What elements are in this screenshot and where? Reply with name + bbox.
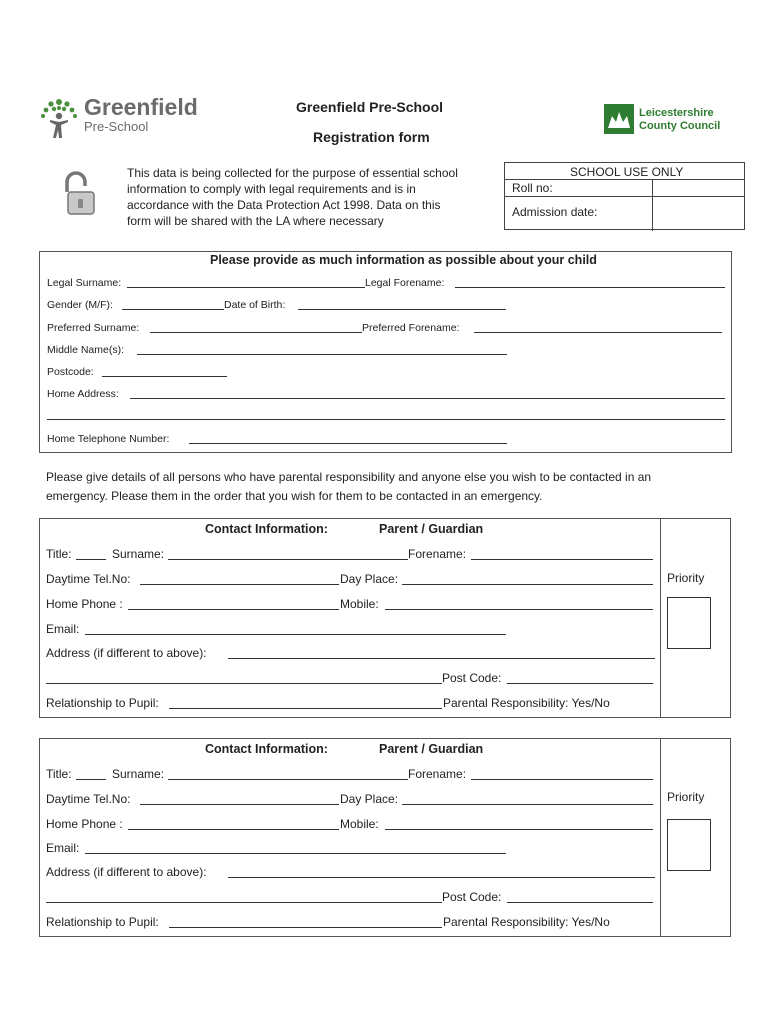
child-section-heading: Please provide as much information as possible about your child: [210, 253, 597, 267]
gender-label: Gender (M/F):: [47, 299, 113, 311]
title-field[interactable]: [76, 779, 106, 780]
legal-surname-label: Legal Surname:: [47, 277, 122, 289]
contacts-intro-line-2: emergency. Please them in the order that you wish for them to be contacted in an emergency.: [46, 489, 543, 503]
surname-label: Surname:: [112, 547, 165, 561]
school-use-box: [504, 162, 745, 230]
title-label: Title:: [46, 767, 72, 781]
privacy-line-2: information to comply with legal requirements and is in: [127, 182, 416, 196]
address-field-2[interactable]: [46, 902, 442, 903]
council-emblem-icon: [604, 104, 634, 134]
day-place-field[interactable]: [402, 584, 653, 585]
parental-responsibility-label: Parental Responsibility: Yes/No: [443, 696, 610, 710]
school-use-heading: SCHOOL USE ONLY: [570, 165, 684, 179]
mobile-label: Mobile:: [340, 597, 379, 611]
contacts-intro-line-1: Please give details of all persons who have parental responsibility and anyone else you wish to be contacted in an: [46, 470, 652, 484]
roll-no-label: Roll no:: [512, 181, 553, 195]
legal-forename-field[interactable]: [455, 287, 725, 288]
day-place-label: Day Place:: [340, 572, 399, 586]
mobile-field[interactable]: [385, 609, 653, 610]
privacy-line-1: This data is being collected for the purpose of essential school: [127, 166, 458, 180]
contact-block-1: [39, 518, 731, 718]
forename-label: Forename:: [408, 767, 467, 781]
surname-field[interactable]: [168, 779, 408, 780]
dob-field[interactable]: [298, 309, 506, 310]
post-code-field[interactable]: [507, 683, 653, 684]
contact-heading-2: Parent / Guardian: [379, 742, 484, 756]
contact-heading: Contact Information:: [205, 742, 328, 756]
post-code-field[interactable]: [507, 902, 653, 903]
home-phone-field[interactable]: [128, 609, 339, 610]
privacy-line-4: form will be shared with the LA where necessary: [127, 214, 384, 228]
council-logo: [604, 104, 724, 136]
day-place-label: Day Place:: [340, 792, 399, 806]
child-info-section: [39, 251, 732, 453]
postcode-field[interactable]: [102, 376, 227, 377]
page-subtitle: Registration form: [313, 129, 430, 145]
daytime-tel-field[interactable]: [140, 584, 339, 585]
mobile-label: Mobile:: [340, 817, 379, 831]
home-telephone-field[interactable]: [189, 443, 507, 444]
home-phone-label: Home Phone :: [46, 597, 123, 611]
relationship-label: Relationship to Pupil:: [46, 696, 159, 710]
post-code-label: Post Code:: [442, 890, 502, 904]
contact-heading-2: Parent / Guardian: [379, 522, 484, 536]
padlock-icon: [58, 170, 98, 218]
preferred-surname-field[interactable]: [150, 332, 362, 333]
page-title: Greenfield Pre-School: [296, 99, 444, 115]
home-telephone-label: Home Telephone Number:: [47, 433, 170, 445]
email-label: Email:: [46, 622, 80, 636]
surname-field[interactable]: [168, 559, 408, 560]
address-field[interactable]: [228, 877, 655, 878]
middle-names-field[interactable]: [137, 354, 507, 355]
greenfield-logo: [38, 94, 198, 142]
priority-box[interactable]: [667, 819, 711, 871]
admission-date-label: Admission date:: [512, 205, 598, 219]
surname-label: Surname:: [112, 767, 165, 781]
daytime-tel-label: Daytime Tel.No:: [46, 792, 131, 806]
priority-label: Priority: [667, 790, 705, 804]
home-address-field-2[interactable]: [47, 419, 725, 420]
legal-forename-label: Legal Forename:: [365, 277, 445, 289]
address-field-2[interactable]: [46, 683, 442, 684]
daytime-tel-field[interactable]: [140, 804, 339, 805]
title-field[interactable]: [76, 559, 106, 560]
address-label: Address (if different to above):: [46, 865, 207, 879]
home-phone-label: Home Phone :: [46, 817, 123, 831]
parental-responsibility-label: Parental Responsibility: Yes/No: [443, 915, 610, 929]
post-code-label: Post Code:: [442, 671, 502, 685]
email-field[interactable]: [85, 634, 506, 635]
email-label: Email:: [46, 841, 80, 855]
privacy-line-3: accordance with the Data Protection Act 1998. Data on this: [127, 198, 441, 212]
gender-field[interactable]: [122, 309, 224, 310]
email-field[interactable]: [85, 853, 506, 854]
priority-label: Priority: [667, 571, 705, 585]
forename-label: Forename:: [408, 547, 467, 561]
legal-surname-field[interactable]: [127, 287, 365, 288]
address-field[interactable]: [228, 658, 655, 659]
forename-field[interactable]: [471, 779, 653, 780]
relationship-field[interactable]: [169, 927, 442, 928]
forename-field[interactable]: [471, 559, 653, 560]
postcode-label: Postcode:: [47, 366, 94, 378]
council-line-2: County Council: [639, 120, 721, 132]
title-label: Title:: [46, 547, 72, 561]
daytime-tel-label: Daytime Tel.No:: [46, 572, 131, 586]
relationship-label: Relationship to Pupil:: [46, 915, 159, 929]
priority-box[interactable]: [667, 597, 711, 649]
mobile-field[interactable]: [385, 829, 653, 830]
address-label: Address (if different to above):: [46, 646, 207, 660]
home-address-label: Home Address:: [47, 388, 119, 400]
contact-block-2: [39, 738, 731, 937]
home-phone-field[interactable]: [128, 829, 339, 830]
contact-heading: Contact Information:: [205, 522, 328, 536]
tree-person-icon: [38, 94, 80, 142]
home-address-field[interactable]: [130, 398, 725, 399]
relationship-field[interactable]: [169, 708, 442, 709]
middle-names-label: Middle Name(s):: [47, 344, 125, 356]
day-place-field[interactable]: [402, 804, 653, 805]
preferred-surname-label: Preferred Surname:: [47, 322, 140, 334]
dob-label: Date of Birth:: [224, 299, 286, 311]
council-line-1: Leicestershire: [639, 107, 714, 119]
logo-sub: Pre-School: [84, 119, 149, 134]
preferred-forename-label: Preferred Forename:: [362, 322, 460, 334]
preferred-forename-field[interactable]: [474, 332, 722, 333]
logo-name: Greenfield: [84, 94, 198, 120]
